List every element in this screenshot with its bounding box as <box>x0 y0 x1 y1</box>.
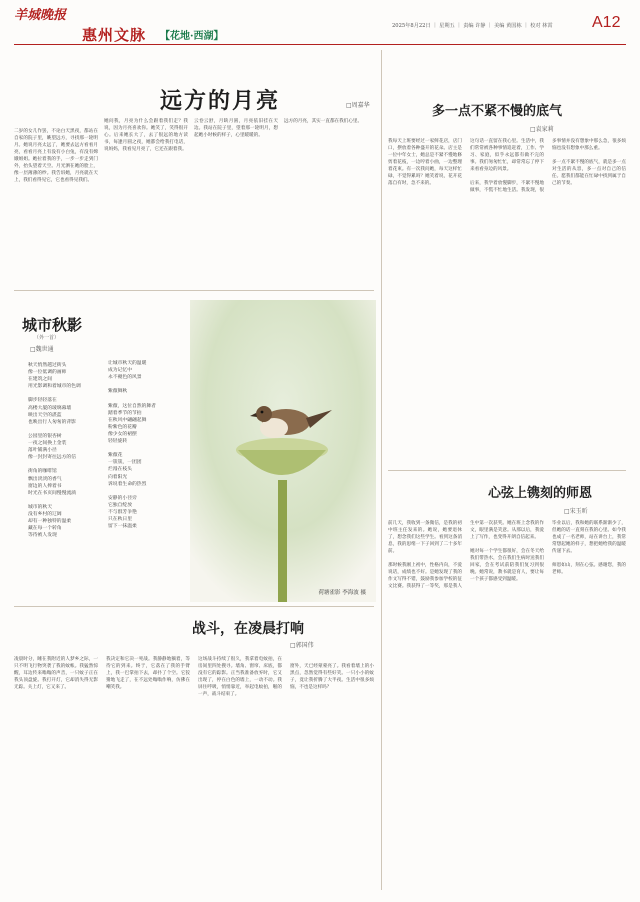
bottom-article-title: 战斗，在凌晨打响 <box>192 621 304 637</box>
main-article-title: 远方的月亮 <box>160 88 281 114</box>
bird-on-lotus-image <box>190 300 376 602</box>
right2-article-title: 心弦上镌刻的师恩 <box>488 486 593 501</box>
photo-caption: 荷塘雀影 李海波 摄 <box>318 590 366 596</box>
poem-title: 城市秋影 <box>22 316 83 334</box>
main-article-col4: 远方的月亮，其实一直都在我们心里。 <box>284 119 363 124</box>
right-article-byline: □袁家莉 <box>530 126 554 133</box>
section-subtitle: 【花地·西湖】 <box>160 31 224 42</box>
main-article-col2: 她问我，月亮为什么会跟着我们走？我说，因为月亮喜欢你。她笑了，笑得很开心。后来她长大了，去了很远的地方读书，每逢月圆之夜，她都会给我打电话，说妈妈，我看见月亮了，它还在跟着我。 <box>104 119 188 152</box>
main-article-byline: □周嘉华 <box>346 102 370 109</box>
section-title: 惠州文脉 <box>82 26 147 44</box>
poem-col1: 秋天悄然越过街头 像一位低调的画师 在建筑之间 用光影调和着城市的色调 脚步轻轻落在 高楼大厦的玻璃幕墙 映出天空的湛蓝 也映出行人匆匆的背影 公园里的银杏树 一夜之间换上金装 落叶铺满小径 像一封封寄往远方的信 街角的咖啡馆 飘出淡淡的香气 窗边的人捧着书 时光在书页间慢慢流淌 城市的秋天 没有乡村的辽阔 却有一种独特的温柔 藏在每一个转角 等待被人发现 <box>28 363 81 539</box>
header-rule <box>14 44 626 45</box>
bottom-article-byline: □郭国伟 <box>290 642 314 649</box>
bird-photo <box>190 300 376 602</box>
main-article-col3: 云卷云舒，月缺月圆，月亮依旧挂在天边。我站在院子里，望着那一轮明月，想起她小时候的样子，心里暖暖的。 <box>194 119 278 138</box>
poem-subtitle: （外一首） <box>34 335 60 341</box>
bottom-article-body: 凌晨时分，睡在我附近的人梦乡之际，一只不明飞行物突袭了我的蚊帐。我猛然惊醒，耳边传来嗡嗡的声音，一只蚊子正在我头顶盘旋。我打开灯，它却消失得无影无踪。关上灯，它又来了。 我决定和它决一死战。我静静地躺着，等待它的到来。终于，它落在了我的手臂上，我一巴掌拍下去，却扑了个空。它狡猾地飞走了，在不远处嗡嗡作响，仿佛在嘲笑我。 这场战斗持续了很久，我拿着电蚊拍，在房间里四处搜寻。墙角、窗帘、床底，都没有它的踪影。正当我准备放弃时，它又出现了，停在白色的墙上，一动不动。我屏住呼吸，悄悄靠近，举起电蚊拍，啪的一声，战斗结束了。 窗外，天已经蒙蒙亮了。我看着墙上的小黑点，忽然觉得有些好笑。一只小小的蚊子，竟让我折腾了大半夜。生活中很多烦恼，不也是这样吗？ <box>14 657 374 697</box>
poem-byline: □魏世通 <box>30 346 54 353</box>
right2-article-body: 前几天，我收到一条微信，是我的初中班主任发来的。她说，她要退休了，想念我们这些学生。看到这条消息，我的思绪一下子回到了二十多年前。 那时候我刚上初中，性格内向，不爱说话，成绩也不好。是她发现了我的作文写得不错，鼓励我参加学校的征文比赛。我获得了一等奖，那是我人生中第一次获奖。她在班上念我的作文，眼里满是笑意。从那以后，我爱上了写作，也变得开朗自信起来。 她对每一个学生都很好，会在冬天给我们带热水，会在我们生病时送我们回家，会在考试前陪我们复习到很晚。她常说，教书就是育人，要让每一个孩子都感受到温暖。 毕业以后，我和她的联系渐渐少了，但她的话一直刻在我的心里。如今我也成了一名老师，站在讲台上，我常常想起她的样子，想把她给我的温暖传递下去。 师恩如山，刻在心弦。感谢您，我的老师。 <box>388 521 626 589</box>
divider <box>388 470 626 471</box>
right2-article-byline: □宋玉昕 <box>564 508 588 515</box>
page-number: A12 <box>592 14 621 31</box>
divider <box>14 606 374 607</box>
masthead <box>0 0 640 48</box>
main-article-col1: 二岁的女儿作罢，不论白天黑夜，都站在自家的院子里，眺望远方，寻找那一轮明月。她说月亮太远了，她要去远方看看月亮，看看月亮上有没有小白兔，有没有嫦娥姐姐。她拉着我的手，一步一步走到门外，抬头望着天空。月光洒在她的脸上，像一层薄薄的纱。我告诉她，月亮就在天上，我们看得见它，它也看得见我们。 <box>14 129 98 183</box>
date-meta: 2025年8月22日 ｜ 星期五 ｜ 责编 许静 ｜ 美编 黄国栋 ｜ 校对 林霄 <box>392 23 553 29</box>
divider <box>14 290 374 291</box>
logo: 羊城晚报 <box>14 8 67 23</box>
poem-col2: 让城市秋天的温暖 成为记忆中 永不褪色的风景 紫薇舞秋 紫薇，这位自然的舞者 踏着季节的节拍 在秋风中翩翩起舞 粉紫色的花瓣 像少女的裙摆 轻轻旋转 紫薇花 一簇簇，一团团 烂漫在枝头 向着阳光 诉说着生命的热烈 安静的小径旁 它独自绽放 不与群芳争艳 只在秋日里 留下一抹温柔 <box>108 361 156 530</box>
right-article-body: 我每天上班要经过一家鲜花店，店门口，摆放着各种盛开的花朵。店主是一位中年女士，她总是不紧不慢地修剪着花枝，一边哼着小曲，一边整理着花束。有一次我问她，每天这样忙碌，不觉得累吗？她笑着说，花开花落自有时，急不来的。 这句话一直留在我心里。生活中，我们常常被各种事情追赶着，工作、学习、家庭，似乎永远都有做不完的事。我们匆匆忙忙，却常常忘了停下来看看身边的风景。 后来，我学着放慢脚步，不紧不慢地做事，不慌不忙地生活。我发现，很多事情并没有想象中那么急，很多烦恼也没有想象中那么重。 多一点不紧不慢的底气，就是多一点对生活的从容，多一点对自己的信任。愿我们都能在忙碌中找到属于自己的节奏。 <box>388 139 626 193</box>
divider <box>381 50 382 890</box>
right-article-title: 多一点不紧不慢的底气 <box>432 104 563 119</box>
